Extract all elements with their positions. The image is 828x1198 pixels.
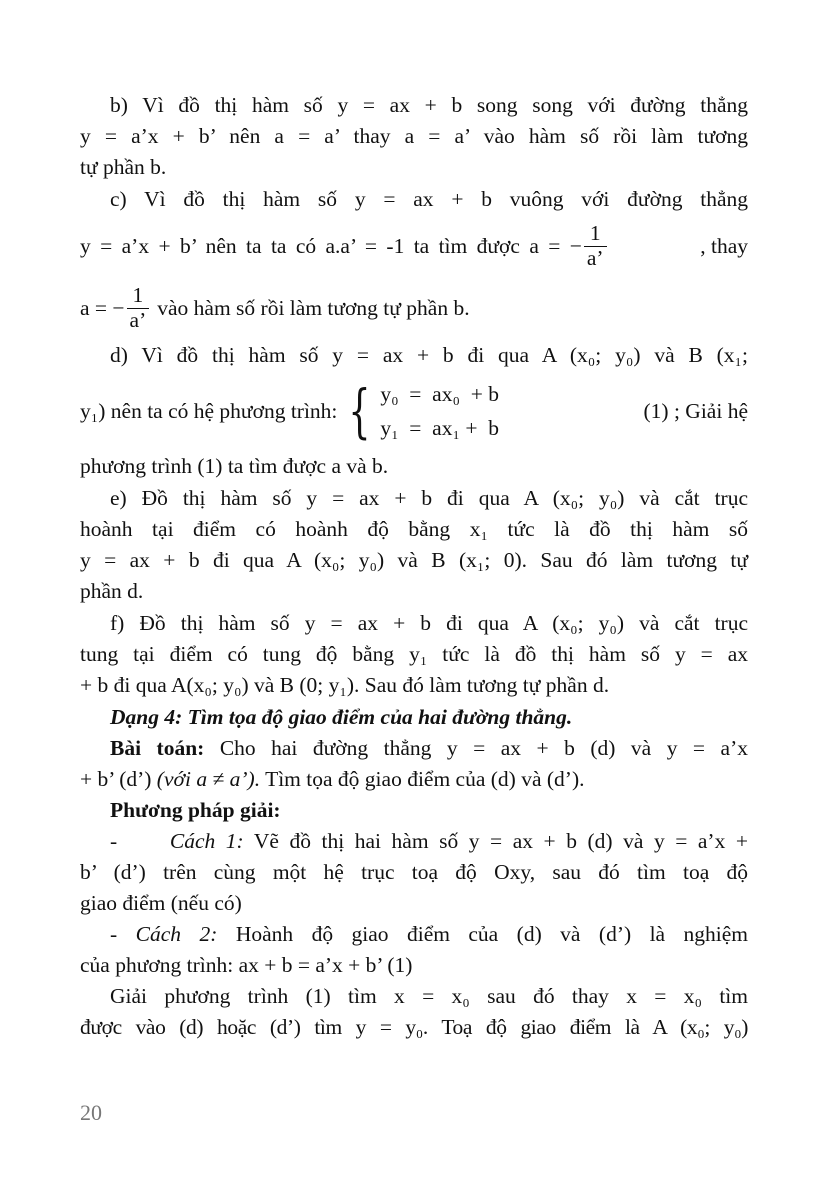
paragraph-e — [80, 483, 748, 607]
bai-toan-condition: (với a ≠ a’). — [156, 767, 261, 791]
paragraph-c-line-2 — [80, 215, 748, 277]
paragraph-c — [80, 184, 748, 339]
paragraph-b-line-3: tự phần b. — [80, 155, 167, 179]
paragraph-c-line-3-end: vào hàm số rồi làm tương tự phần b. — [157, 295, 470, 320]
paragraph-d-line-2-text: y₁) nên ta có hệ phương trình: — [80, 398, 338, 423]
paragraph-f-line-2: tung tại điểm có tung độ bằng y₁ tức là đồ thị hàm số y = ax — [80, 642, 748, 666]
paragraph-f-line-1: f) Đồ thị hàm số y = ax + b đi qua A (x₀; y₀) và cắt trục — [110, 611, 748, 635]
paragraph-d-line-2 — [80, 371, 748, 451]
fraction-denominator: a’ — [586, 245, 604, 270]
bai-toan-line-2 — [80, 764, 748, 795]
fraction-denominator-2: a’ — [129, 307, 147, 332]
fraction-one-over-a-prime-2 — [127, 284, 150, 332]
fraction-one-over-a-prime — [584, 222, 607, 270]
paragraph-f-line-3: + b đi qua A(x₀; y₀) và B (0; y₁). Sau đó làm tương tự phần d. — [80, 673, 610, 697]
bai-toan-line-2-end: Tìm tọa độ giao điểm của (d) và (d’). — [265, 767, 585, 791]
bai-toan-text: Cho hai đường thẳng y = ax + b (d) và y = a’x — [219, 736, 748, 760]
section-dang-4 — [80, 702, 748, 1043]
paragraph-e-line-1: e) Đồ thị hàm số y = ax + b đi qua A (x₀; y₀) và cắt trục — [110, 486, 748, 510]
cach-2-line-2: của phương trình: ax + b = a’x + b’ (1) — [80, 953, 413, 977]
paragraph-d-line-3: phương trình (1) ta tìm được a và b. — [80, 454, 389, 478]
equation-system — [341, 377, 499, 445]
bai-toan-label: Bài toán: — [110, 736, 205, 760]
cach-1-dash: - — [110, 829, 118, 853]
paragraph-d-line-2-end: (1) ; Giải hệ — [643, 398, 748, 423]
cach-1-line-2: b’ (d’) trên cùng một hệ trục toạ độ Oxy, sau đó tìm toạ độ — [80, 860, 748, 884]
cach-1-line-3: giao điểm (nếu có) — [80, 891, 242, 915]
paragraph-d-line-1: d) Vì đồ thị hàm số y = ax + b đi qua A (x₀; y₀) và B (x₁; — [110, 343, 748, 367]
cach-1-line-1 — [80, 826, 748, 857]
paragraph-c-line-2-end: , thay — [700, 233, 748, 258]
cach-2-dash: - — [110, 922, 118, 946]
solve-line-1: Giải phương trình (1) tìm x = x₀ sau đó thay x = x₀ tìm — [110, 984, 748, 1008]
paragraph-e-line-4: phần d. — [80, 579, 144, 603]
paragraph-c-line-2-text: y = a’x + b’ nên ta ta có a.a’ = -1 ta tìm được a = − — [80, 233, 582, 258]
paragraph-c-line-3-text: a = − — [80, 295, 125, 320]
cach-1-label: Cách 1: — [169, 829, 244, 853]
section-heading: Dạng 4: Tìm tọa độ giao điểm của hai đường thẳng. — [110, 705, 573, 729]
page-number: 20 — [80, 1100, 102, 1125]
bai-toan-line-2-start: + b’ (d’) — [80, 767, 152, 791]
solve-line-2: được vào (d) hoặc (d’) tìm y = y₀. Toạ độ giao điểm là A (x₀; y₀) — [80, 1015, 748, 1039]
page-content — [80, 90, 748, 1044]
method-heading: Phương pháp giải: — [110, 798, 281, 822]
paragraph-e-line-3: y = ax + b đi qua A (x₀; y₀) và B (x₁; 0). Sau đó làm tương tự — [80, 548, 748, 572]
cach-2-text: Hoành độ giao điểm của (d) và (d’) là nghiệm — [235, 922, 749, 946]
equation-row-1: y₀ = ax₀ + b — [380, 382, 499, 406]
brace-icon: { — [348, 377, 371, 445]
fraction-numerator: 1 — [584, 222, 607, 247]
paragraph-f — [80, 608, 748, 701]
cach-2-label: Cách 2: — [135, 922, 218, 946]
paragraph-c-line-1: c) Vì đồ thị hàm số y = ax + b vuông với đường thẳng — [110, 187, 748, 211]
paragraph-b — [80, 90, 748, 183]
cach-2-line-1 — [80, 919, 748, 950]
bai-toan-line-1 — [80, 733, 748, 764]
paragraph-d — [80, 340, 748, 482]
paragraph-b-line-1: b) Vì đồ thị hàm số y = ax + b song song với đường thẳng — [110, 93, 748, 117]
fraction-numerator-2: 1 — [127, 284, 150, 309]
paragraph-e-line-2: hoành tại điểm có hoành độ bằng x₁ tức là đồ thị hàm số — [80, 517, 748, 541]
paragraph-b-line-2: y = a’x + b’ nên a = a’ thay a = a’ vào hàm số rồi làm tương — [80, 124, 748, 148]
equation-row-2: y₁ = ax₁ + b — [380, 416, 499, 440]
cach-1-text: Vẽ đồ thị hai hàm số y = ax + b (d) và y = a’x + — [253, 829, 749, 853]
paragraph-c-line-3 — [80, 277, 748, 339]
